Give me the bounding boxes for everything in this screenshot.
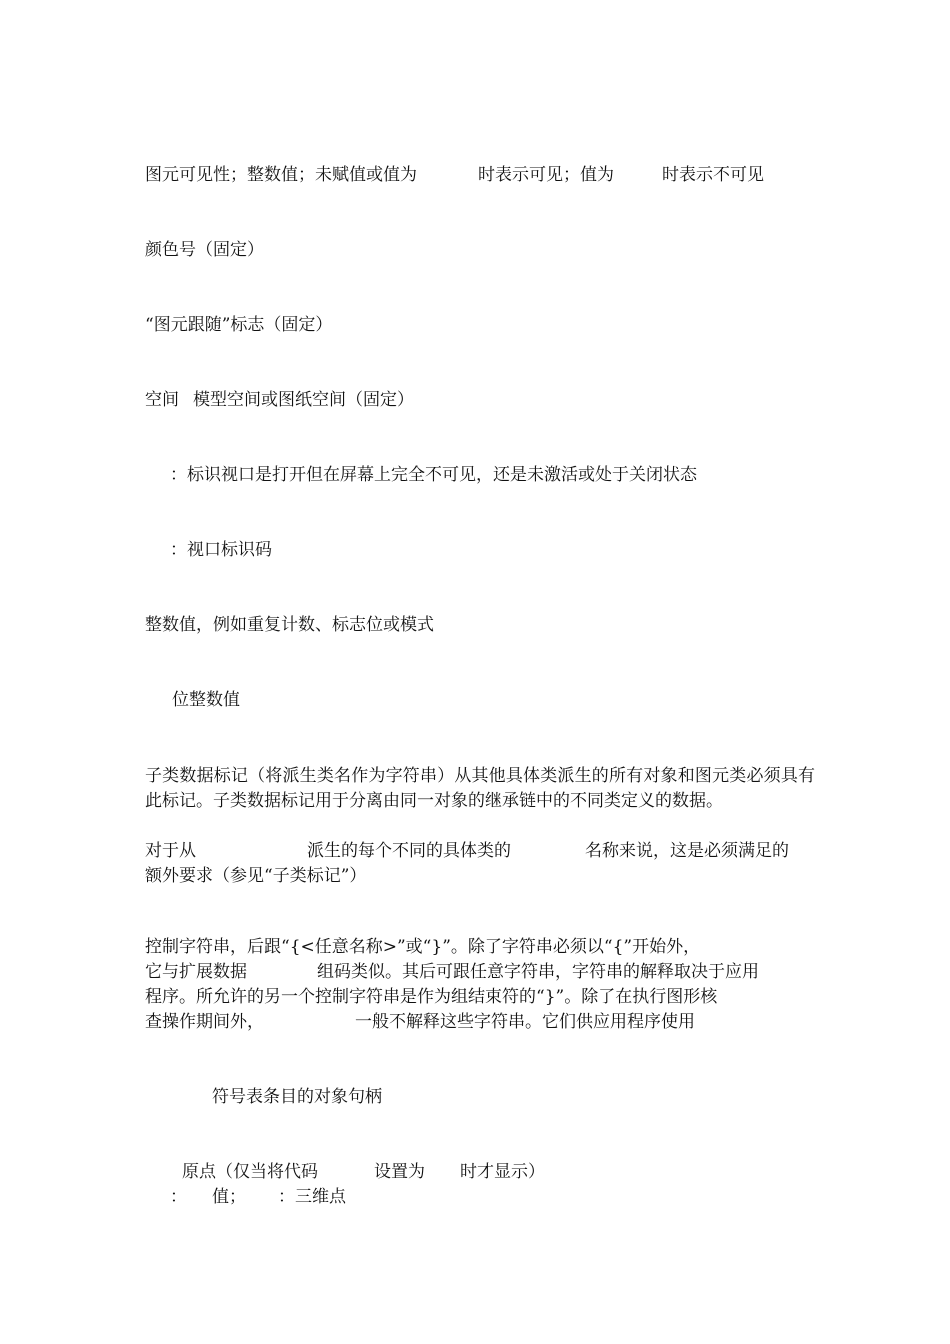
space-text-b: 模型空间或图纸空间（固定） [193, 390, 414, 410]
color-line: 颜色号（固定） [145, 240, 264, 260]
origin-text-a: 原点（仅当将代码 [182, 1162, 318, 1182]
subclass-requirement-line-2: 额外要求（参见“子类标记”） [145, 866, 367, 886]
bit-integer-line: 位整数值 [172, 690, 240, 710]
space-text-a: 空间 [145, 390, 179, 410]
subclass-text-a: 对于从 [145, 841, 196, 861]
point-text-c: ：三维点 [278, 1187, 346, 1207]
integer-line: 整数值，例如重复计数、标志位或模式 [145, 615, 434, 635]
subclass-paragraph: 子类数据标记（将派生类名作为字符串）从其他具体类派生的所有对象和图元类必须具有此标记。子类数据标记用于分离由同一对象的继承链中的不同类定义的数据。 [145, 766, 815, 811]
subclass-requirement-line [145, 839, 789, 863]
point-text-a: ： [170, 1187, 187, 1207]
symbol-handle-line: 符号表条目的对象句柄 [212, 1087, 382, 1107]
visibility-text-a: 图元可见性；整数值；未赋值或值为 [145, 165, 417, 185]
control-text-2b: 组码类似。其后可跟任意字符串，字符串的解释取决于应用 [317, 962, 759, 982]
visibility-line [145, 163, 764, 187]
origin-line [182, 1160, 545, 1184]
control-line-1: 控制字符串，后跟“{<任意名称>”或“}”。除了字符串必须以“{”开始外， [145, 937, 701, 957]
space-line [145, 388, 414, 412]
follow-line: “图元跟随”标志（固定） [145, 315, 333, 335]
control-line-3: 程序。所允许的另一个控制字符串是作为组结束符的“}”。除了在执行图形核 [145, 987, 718, 1007]
control-line-2 [145, 960, 759, 984]
visibility-text-b: 时表示可见；值为 [478, 165, 614, 185]
control-text-4b: 一般不解释这些字符串。它们供应用程序使用 [355, 1012, 695, 1032]
subclass-text-b: 派生的每个不同的具体类的 [307, 841, 511, 861]
control-line-4 [145, 1010, 695, 1034]
visibility-text-c: 时表示不可见 [662, 165, 764, 185]
viewport-status-line: ：标识视口是打开但在屏幕上完全不可见，还是未激活或处于关闭状态 [170, 465, 697, 485]
origin-text-b: 设置为 [374, 1162, 425, 1182]
viewport-id-line: ：视口标识码 [170, 540, 272, 560]
point-line [170, 1185, 346, 1209]
subclass-text-c: 名称来说，这是必须满足的 [585, 841, 789, 861]
control-text-4a: 查操作期间外， [145, 1012, 264, 1032]
control-text-2a: 它与扩展数据 [145, 962, 247, 982]
point-text-b: 值； [212, 1187, 246, 1207]
origin-text-c: 时才显示） [460, 1162, 545, 1182]
